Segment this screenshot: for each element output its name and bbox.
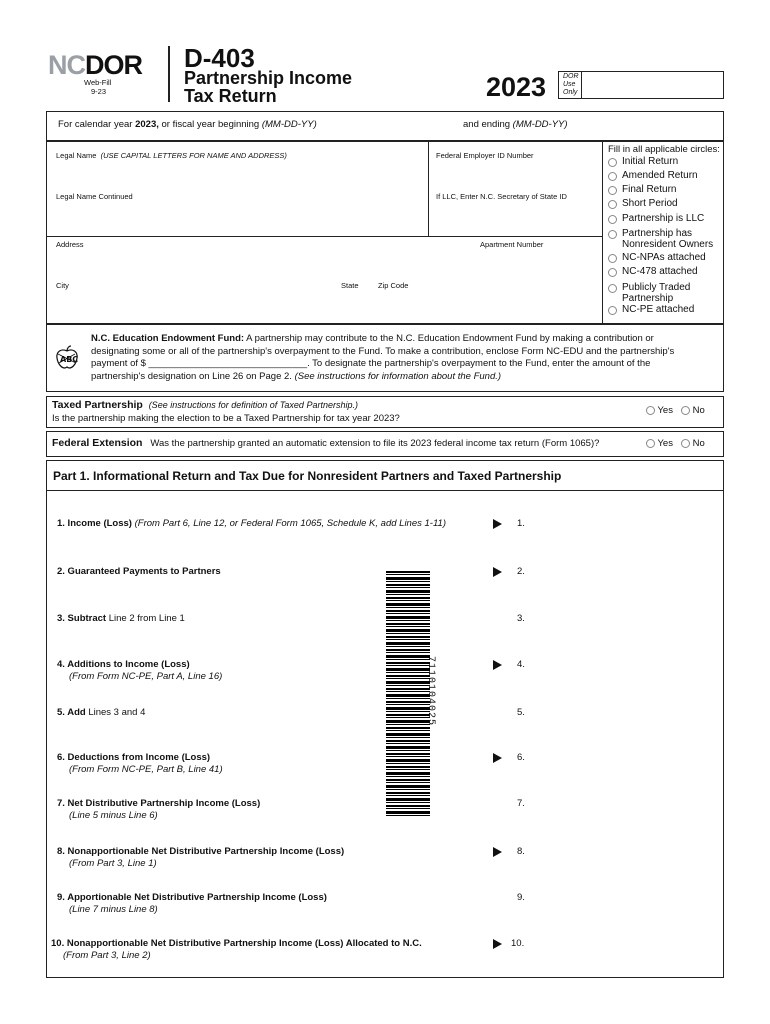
part1-line-number: 2. [517,566,525,577]
part1-line-source: (From Part 3, Line 1) [69,858,157,869]
edu-line4a: partnership's designation on Line 26 on Page 2. [91,370,295,382]
part1-line-label [57,566,221,578]
taxed-partnership-note: (See instructions for definition of Taxed Partnership.) [148,400,358,410]
circle-option[interactable] [608,199,722,210]
part1-line-label [57,613,185,625]
circle-option[interactable] [608,283,722,304]
webfill-label: Web-Fill [84,78,112,87]
circle-checkbox[interactable] [608,230,617,239]
part1-title-rule [46,490,724,491]
part1-line-rest: Lines 3 and 4 [85,707,146,718]
edu-title: N.C. Education Endowment Fund: [91,333,245,344]
edu-line4 [91,371,719,384]
taxed-partnership-title: Taxed Partnership [52,399,143,411]
part1-line-source: (From Part 6, Line 12, or Federal Form 1065, Schedule K, add Lines 1-11) [131,518,446,529]
part1-line-source: (From Part 3, Line 2) [63,950,151,961]
period-fmt-end: (MM-DD-YY) [512,119,568,130]
part1-line-label [57,752,223,776]
period-fmt-begin: (MM-DD-YY) [261,119,317,130]
dor-use-line3: Only [563,89,578,96]
circle-option[interactable] [608,185,722,196]
part1-line-amount-field[interactable] [535,794,719,814]
part1-line-amount-field[interactable] [535,842,719,862]
part1-line-amount-field[interactable] [535,934,719,954]
part1-line-source: (Line 5 minus Line 6) [69,810,158,821]
circle-checkbox[interactable] [608,158,617,167]
sos-id-label: If LLC, Enter N.C. Secretary of State ID [436,192,567,201]
arrow-right-icon [493,847,502,857]
part1-line-title: 7. Net Distributive Partnership Income (Loss) [57,798,261,809]
state-field[interactable] [338,292,372,318]
circle-option[interactable] [608,157,722,168]
part1-line-title: 6. Deductions from Income (Loss) [57,752,211,763]
part1-line-number: 9. [517,892,525,903]
part1-line-amount-field[interactable] [535,562,719,582]
part1-line-title: 8. Nonapportionable Net Distributive Partnership Income (Loss) [57,846,345,857]
dor-use-line1: DOR [563,73,579,80]
circles-title: Fill in all applicable circles: [608,144,720,155]
circle-checkbox[interactable] [608,172,617,181]
apple-abc-icon [54,345,80,371]
extension-no-label: No [692,438,705,449]
circle-option[interactable] [608,229,722,250]
edu-payment-field[interactable] [148,356,328,368]
taxed-yes-option[interactable] [646,405,673,416]
circle-checkbox[interactable] [608,200,617,209]
circle-option-label: Short Period [622,198,678,209]
edu-line2: designating some or all of the partnership's overpayment to the Fund. To make a contribution, enclose Form NC-EDU and the partnership's [91,345,675,357]
dor-use-line2: Use [563,81,576,88]
circle-option[interactable] [608,171,722,182]
circle-checkbox[interactable] [608,254,617,263]
part1-title: Part 1. Informational Return and Tax Due for Nonresident Partners and Taxed Partnership [53,469,562,483]
edu-line1 [91,333,719,346]
arrow-right-icon [493,519,502,529]
part1-line-number: 4. [517,659,525,670]
part1-line-source: (From Form NC-PE, Part B, Line 41) [69,764,223,775]
tax-year: 2023 [486,72,547,102]
circle-option-label: Partnership is LLC [622,213,705,224]
part1-line-amount-field[interactable] [535,888,719,908]
fein-field[interactable] [432,162,598,186]
legal-name-text: Legal Name [56,151,97,160]
circle-option[interactable] [608,253,722,264]
address-label: Address [56,240,84,249]
circle-option-label: Partnership has Nonresident Owners [622,228,714,250]
part1-line-amount-field[interactable] [535,748,719,768]
city-label: City [56,281,69,290]
edu-line3: payment of $ ______________________________. To designate the partnership's overpayment to the Fund, enter the amount of the [91,358,651,369]
extension-yes-radio[interactable] [646,439,655,448]
period-prefix: For calendar year [58,119,136,130]
circle-option[interactable] [608,305,722,316]
part1-line-amount-field[interactable] [535,703,719,723]
barcode-image [386,571,430,816]
zip-field[interactable] [376,292,598,318]
part1-line-number: 6. [517,752,525,763]
state-label: State [341,281,359,290]
part1-line-title: 2. Guaranteed Payments to Partners [57,566,221,577]
part1-line-source: (Line 7 minus Line 8) [69,904,158,915]
circle-option-label: NC-NPAs attached [622,252,706,263]
arrow-right-icon [493,660,502,670]
id-divider-v2 [602,141,603,324]
arrow-right-icon [493,753,502,763]
edu-line4b: (See instructions for information about the Fund.) [294,370,502,382]
part1-line-label [57,798,260,822]
fiscal-begin-field[interactable] [336,114,456,138]
period-ending: and ending [463,119,513,130]
taxed-yes-label: Yes [657,405,673,416]
circle-option-label: Initial Return [622,156,679,167]
part1-line-label [57,518,446,530]
arrow-right-icon [493,939,502,949]
circle-option-label: NC-PE attached [622,304,695,315]
federal-extension-row [52,437,599,449]
apartment-field[interactable] [478,251,598,273]
ncdor-logo [48,50,142,81]
header-divider [168,46,170,102]
fiscal-end-field[interactable] [572,114,720,138]
circle-option-label: Publicly Traded Partnership [622,282,691,304]
city-field[interactable] [52,292,332,318]
period-ending-label [463,119,568,130]
part1-line-title: 4. Additions to Income (Loss) [57,659,190,670]
part1-line-amount-field[interactable] [535,514,719,534]
edu-line1-text: A partnership may contribute to the N.C. Education Endowment Fund by making a contribution or [244,333,654,344]
part1-line-amount-field[interactable] [535,609,719,629]
part1-line-number: 7. [517,798,525,809]
circle-checkbox[interactable] [608,284,617,293]
part1-line-label [57,659,222,683]
taxed-yes-radio[interactable] [646,406,655,415]
period-year: 2023, [135,119,159,130]
logo-dor: DOR [85,50,142,80]
circle-checkbox[interactable] [608,215,617,224]
circle-checkbox[interactable] [608,306,617,315]
taxed-no-radio[interactable] [681,406,690,415]
federal-extension-question: Was the partnership granted an automatic extension to file its 2023 federal income tax return (Form 1065)? [150,438,600,449]
circle-checkbox[interactable] [608,186,617,195]
form-number: D-403 [184,43,255,73]
legal-name-label [56,151,287,160]
taxed-partnership-title-row [52,399,358,411]
circle-option[interactable] [608,267,722,278]
apartment-label: Apartment Number [480,240,544,249]
part1-line-label [57,846,344,870]
federal-extension-title: Federal Extension [52,437,143,449]
part1-line-label [57,707,145,719]
legal-name-note: (USE CAPITAL LETTERS FOR NAME AND ADDRESS) [100,151,287,160]
period-fiscal: or fiscal year beginning [158,119,262,130]
part1-line-title: 9. Apportionable Net Distributive Partnership Income (Loss) [57,892,327,903]
part1-line-number: 3. [517,613,525,624]
zip-label: Zip Code [378,281,409,290]
part1-line-label [57,892,327,916]
taxed-partnership-question: Is the partnership making the election to be a Taxed Partnership for tax year 2023? [52,413,400,424]
form-title-1: Partnership Income [184,68,353,88]
circle-option[interactable] [608,214,722,225]
dor-use-label [563,73,579,97]
part1-line-number: 8. [517,846,525,857]
circle-option-label: Final Return [622,184,677,195]
address-field[interactable] [52,251,472,273]
logo-nc: NC [48,50,85,80]
period-label [58,119,317,130]
part1-line-amount-field[interactable] [535,655,719,675]
part1-line-rest: Line 2 from Line 1 [106,613,185,624]
legal-name-cont-field[interactable] [52,203,424,231]
legal-name-field[interactable] [52,162,424,188]
version-label: 9-23 [91,87,107,96]
education-fund-icon [54,345,80,371]
circle-option-label: Amended Return [622,170,698,181]
part1-line-title: 1. Income (Loss) [57,518,132,529]
extension-yes-label: Yes [657,438,673,449]
part1-line-title: 3. Subtract [57,613,107,624]
circle-option-label: NC-478 attached [622,266,698,277]
part1-line-number: 5. [517,707,525,718]
id-divider-v1 [428,141,429,236]
arrow-right-icon [493,567,502,577]
taxed-no-label: No [692,405,705,416]
part1-line-title: 5. Add [57,707,86,718]
part1-line-source: (From Form NC-PE, Part A, Line 16) [69,671,223,682]
fein-label: Federal Employer ID Number [436,151,534,160]
part1-line-title: 10. Nonapportionable Net Distributive Partnership Income (Loss) Allocated to N.C. [51,938,422,949]
form-title-2: Tax Return [184,86,277,106]
extension-yes-option[interactable] [646,438,673,449]
taxed-no-option[interactable] [681,405,705,416]
barcode-number: 7110104025 [425,656,436,727]
sos-id-field[interactable] [432,203,598,231]
legal-name-cont-label: Legal Name Continued [56,192,133,201]
extension-no-option[interactable] [681,438,705,449]
part1-line-number: 1. [517,518,525,529]
part1-line-number: 10. [511,938,525,949]
dor-use-box [558,71,724,99]
extension-no-radio[interactable] [681,439,690,448]
part1-line-label [51,938,422,962]
circle-checkbox[interactable] [608,268,617,277]
id-divider-h1 [46,236,602,237]
svg-text:ABC: ABC [60,355,79,364]
